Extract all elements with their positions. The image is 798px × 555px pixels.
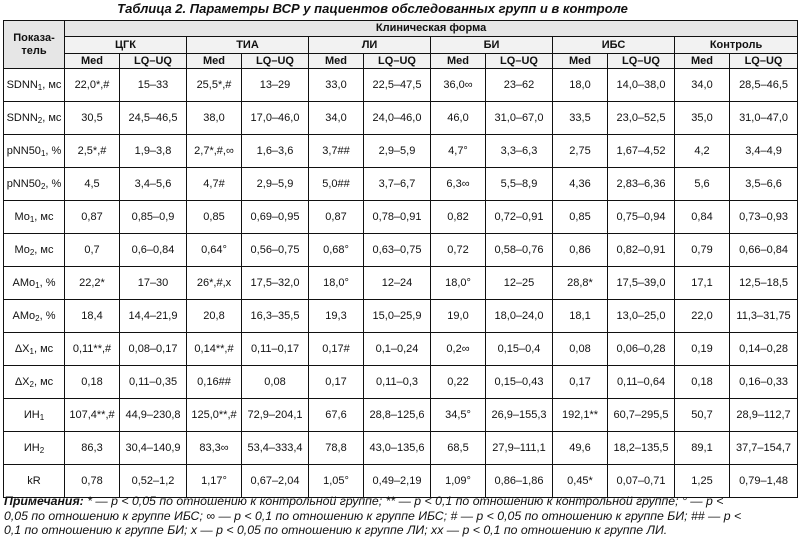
row-label-name: kR xyxy=(27,474,41,487)
med-cell: 0,7 xyxy=(65,234,120,267)
table-row xyxy=(4,102,798,135)
lq-uq-header: LQ–UQ xyxy=(730,54,798,69)
lq-uq-cell: 0,67–2,04 xyxy=(242,465,309,498)
med-cell: 4,2 xyxy=(675,135,730,168)
med-cell: 34,0 xyxy=(675,69,730,102)
med-cell: 25,5*,# xyxy=(187,69,242,102)
med-cell: 28,8* xyxy=(553,267,608,300)
row-label-name: ΔX xyxy=(14,375,30,388)
lq-uq-cell: 0,75–0,94 xyxy=(608,201,675,234)
lq-uq-cell: 0,15–0,4 xyxy=(486,333,553,366)
med-cell: 0,08 xyxy=(553,333,608,366)
med-cell: 18,0° xyxy=(309,267,364,300)
lq-uq-cell: 0,16–0,33 xyxy=(730,366,798,399)
group-header-bi: БИ xyxy=(431,37,553,54)
med-cell: 86,3 xyxy=(65,432,120,465)
med-cell: 0,86 xyxy=(553,234,608,267)
med-cell: 2,75 xyxy=(553,135,608,168)
lq-uq-cell: 0,58–0,76 xyxy=(486,234,553,267)
lq-uq-cell: 0,6–0,84 xyxy=(120,234,187,267)
med-cell: 0,87 xyxy=(65,201,120,234)
table-row xyxy=(4,300,798,333)
lq-uq-cell: 2,9–5,9 xyxy=(242,168,309,201)
table-footnote xyxy=(4,494,742,538)
med-header: Med xyxy=(187,54,242,69)
med-cell: 1,25 xyxy=(675,465,730,498)
row-label-unit: , мс xyxy=(33,342,54,355)
lq-uq-cell: 11,3–31,75 xyxy=(730,300,798,333)
med-cell: 68,5 xyxy=(431,432,486,465)
med-cell: 2,7*,#,∞ xyxy=(187,135,242,168)
med-cell: 19,3 xyxy=(309,300,364,333)
lq-uq-header: LQ–UQ xyxy=(120,54,187,69)
lq-uq-cell: 2,83–6,36 xyxy=(608,168,675,201)
med-cell: 0,18 xyxy=(65,366,120,399)
lq-uq-cell: 0,11–0,3 xyxy=(364,366,431,399)
lq-uq-cell: 0,79–1,48 xyxy=(730,465,798,498)
row-label-name: pNN50 xyxy=(6,177,41,190)
lq-uq-cell: 72,9–204,1 xyxy=(242,399,309,432)
lq-uq-cell: 44,9–230,8 xyxy=(120,399,187,432)
med-cell: 17,1 xyxy=(675,267,730,300)
row-label xyxy=(4,69,65,102)
med-cell: 0,45* xyxy=(553,465,608,498)
med-cell: 83,3∞ xyxy=(187,432,242,465)
med-cell: 22,0*,# xyxy=(65,69,120,102)
row-label-subscript: 2 xyxy=(39,445,45,455)
lq-uq-cell: 0,86–1,86 xyxy=(486,465,553,498)
med-cell: 33,0 xyxy=(309,69,364,102)
med-cell: 0,84 xyxy=(675,201,730,234)
med-cell: 4,7# xyxy=(187,168,242,201)
med-cell: 4,7° xyxy=(431,135,486,168)
lq-uq-cell: 0,11–0,17 xyxy=(242,333,309,366)
med-cell: 18,0 xyxy=(553,69,608,102)
lq-uq-cell: 30,4–140,9 xyxy=(120,432,187,465)
row-label-name: ИН xyxy=(23,408,40,421)
lq-uq-cell: 28,8–125,6 xyxy=(364,399,431,432)
med-cell: 0,78 xyxy=(65,465,120,498)
row-label-subscript: 1 xyxy=(37,82,43,92)
med-cell: 0,17 xyxy=(553,366,608,399)
row-label-unit: , мс xyxy=(34,243,54,256)
lq-uq-cell: 17,5–39,0 xyxy=(608,267,675,300)
lq-uq-cell: 12,5–18,5 xyxy=(730,267,798,300)
med-cell: 50,7 xyxy=(675,399,730,432)
med-header: Med xyxy=(65,54,120,69)
header-row-3 xyxy=(4,54,798,69)
table-row xyxy=(4,366,798,399)
med-header: Med xyxy=(431,54,486,69)
med-cell: 35,0 xyxy=(675,102,730,135)
med-cell: 5,0## xyxy=(309,168,364,201)
med-cell: 26*,#,x xyxy=(187,267,242,300)
lq-uq-cell: 1,67–4,52 xyxy=(608,135,675,168)
table-row xyxy=(4,201,798,234)
row-label xyxy=(4,135,65,168)
row-label-unit: , мс xyxy=(42,78,62,91)
med-cell: 19,0 xyxy=(431,300,486,333)
table-row xyxy=(4,399,798,432)
table-row xyxy=(4,333,798,366)
lq-uq-cell: 0,14–0,28 xyxy=(730,333,798,366)
row-label-unit: , % xyxy=(39,309,56,322)
lq-uq-cell: 17,5–32,0 xyxy=(242,267,309,300)
row-label xyxy=(4,465,65,498)
med-cell: 0,79 xyxy=(675,234,730,267)
med-cell: 0,17# xyxy=(309,333,364,366)
med-cell: 192,1** xyxy=(553,399,608,432)
lq-uq-cell: 1,6–3,6 xyxy=(242,135,309,168)
med-cell: 107,4**,# xyxy=(65,399,120,432)
row-label-name: AMo xyxy=(12,276,36,289)
med-cell: 0,2∞ xyxy=(431,333,486,366)
lq-uq-cell: 3,7–6,7 xyxy=(364,168,431,201)
footnote-text: * — p < 0,05 по отношению к контрольной группе; ** — p < 0,1 по отношению к контрольной группе; ° — p < 0,05 по отношению к группе ИБС; ∞ — p < 0,1 по отношению к группе ИБС; # — p < 0,05 по отношению к группе БИ; ## — p < 0,1 по отношению к группе БИ; x — p < 0,05 по отношению к группе ЛИ; xx — p < 0,1 по отношению к группе ЛИ. xyxy=(4,494,742,537)
row-label-name: SDNN xyxy=(6,78,38,91)
med-cell: 6,3∞ xyxy=(431,168,486,201)
med-cell: 0,82 xyxy=(431,201,486,234)
lq-uq-cell: 15–33 xyxy=(120,69,187,102)
med-cell: 0,72 xyxy=(431,234,486,267)
med-cell: 67,6 xyxy=(309,399,364,432)
row-label xyxy=(4,300,65,333)
lq-uq-cell: 2,9–5,9 xyxy=(364,135,431,168)
lq-uq-cell: 0,56–0,75 xyxy=(242,234,309,267)
lq-uq-cell: 0,1–0,24 xyxy=(364,333,431,366)
lq-uq-cell: 13–29 xyxy=(242,69,309,102)
group-header-li: ЛИ xyxy=(309,37,431,54)
row-label xyxy=(4,267,65,300)
table-row xyxy=(4,432,798,465)
lq-uq-cell: 22,5–47,5 xyxy=(364,69,431,102)
lq-uq-cell: 0,08 xyxy=(242,366,309,399)
row-label-subscript: 1 xyxy=(29,346,34,356)
lq-uq-header: LQ–UQ xyxy=(486,54,553,69)
med-cell: 46,0 xyxy=(431,102,486,135)
row-label-subscript: 1 xyxy=(29,214,35,224)
row-label xyxy=(4,366,65,399)
param-header: Показа-тель xyxy=(4,21,65,69)
lq-uq-cell: 0,66–0,84 xyxy=(730,234,798,267)
group-header-control: Контроль xyxy=(675,37,798,54)
row-label xyxy=(4,432,65,465)
lq-uq-cell: 14,4–21,9 xyxy=(120,300,187,333)
row-label xyxy=(4,333,65,366)
med-cell: 4,5 xyxy=(65,168,120,201)
med-cell: 33,5 xyxy=(553,102,608,135)
lq-uq-cell: 0,11–0,64 xyxy=(608,366,675,399)
lq-uq-cell: 18,2–135,5 xyxy=(608,432,675,465)
lq-uq-cell: 0,07–0,71 xyxy=(608,465,675,498)
row-label-name: AMo xyxy=(12,309,36,322)
med-cell: 0,68° xyxy=(309,234,364,267)
med-cell: 34,0 xyxy=(309,102,364,135)
lq-uq-cell: 24,5–46,5 xyxy=(120,102,187,135)
med-cell: 18,1 xyxy=(553,300,608,333)
med-cell: 0,87 xyxy=(309,201,364,234)
lq-uq-cell: 27,9–111,1 xyxy=(486,432,553,465)
lq-uq-cell: 5,5–8,9 xyxy=(486,168,553,201)
lq-uq-cell: 0,08–0,17 xyxy=(120,333,187,366)
lq-uq-cell: 0,11–0,35 xyxy=(120,366,187,399)
row-label xyxy=(4,399,65,432)
row-label-name: pNN50 xyxy=(6,144,41,157)
med-cell: 22,2* xyxy=(65,267,120,300)
row-label-subscript: 2 xyxy=(40,181,46,191)
lq-uq-cell: 53,4–333,4 xyxy=(242,432,309,465)
row-label-subscript: 2 xyxy=(35,313,40,323)
row-label-name: ИН xyxy=(23,441,40,454)
lq-uq-cell: 0,82–0,91 xyxy=(608,234,675,267)
med-cell: 38,0 xyxy=(187,102,242,135)
lq-uq-cell: 16,3–35,5 xyxy=(242,300,309,333)
row-label-name: SDNN xyxy=(6,111,38,124)
table-body xyxy=(4,21,798,498)
row-label-subscript: 1 xyxy=(40,148,46,158)
row-label-unit: , % xyxy=(45,177,62,190)
lq-uq-cell: 12–24 xyxy=(364,267,431,300)
med-cell: 0,14**,# xyxy=(187,333,242,366)
lq-uq-cell: 0,15–0,43 xyxy=(486,366,553,399)
lq-uq-header: LQ–UQ xyxy=(242,54,309,69)
row-label-unit: , мс xyxy=(42,111,62,124)
group-header-ibs: ИБС xyxy=(553,37,675,54)
med-cell: 4,36 xyxy=(553,168,608,201)
med-cell: 36,0∞ xyxy=(431,69,486,102)
med-cell: 1,05° xyxy=(309,465,364,498)
lq-uq-cell: 23,0–52,5 xyxy=(608,102,675,135)
table-title: Таблица 2. Параметры ВСР у пациентов обследованных групп и в контроле xyxy=(117,1,628,16)
med-cell: 0,64° xyxy=(187,234,242,267)
lq-uq-cell: 0,85–0,9 xyxy=(120,201,187,234)
table-row xyxy=(4,135,798,168)
lq-uq-cell: 3,5–6,6 xyxy=(730,168,798,201)
lq-uq-cell: 1,9–3,8 xyxy=(120,135,187,168)
row-label-subscript: 2 xyxy=(29,379,34,389)
lq-uq-cell: 31,0–67,0 xyxy=(486,102,553,135)
group-header-cgk: ЦГК xyxy=(65,37,187,54)
med-cell: 49,6 xyxy=(553,432,608,465)
lq-uq-cell: 0,73–0,93 xyxy=(730,201,798,234)
row-label-subscript: 1 xyxy=(35,280,40,290)
table-row xyxy=(4,465,798,498)
med-cell: 78,8 xyxy=(309,432,364,465)
lq-uq-header: LQ–UQ xyxy=(364,54,431,69)
med-cell: 0,11**,# xyxy=(65,333,120,366)
med-header: Med xyxy=(309,54,364,69)
med-cell: 0,85 xyxy=(553,201,608,234)
row-label-name: Mo xyxy=(14,243,30,256)
lq-uq-cell: 0,49–2,19 xyxy=(364,465,431,498)
med-cell: 0,85 xyxy=(187,201,242,234)
lq-uq-cell: 37,7–154,7 xyxy=(730,432,798,465)
lq-uq-cell: 28,5–46,5 xyxy=(730,69,798,102)
header-row-2 xyxy=(4,37,798,54)
table-row xyxy=(4,69,798,102)
row-label xyxy=(4,234,65,267)
lq-uq-cell: 0,72–0,91 xyxy=(486,201,553,234)
row-label-unit: , % xyxy=(39,276,56,289)
med-cell: 2,5*,# xyxy=(65,135,120,168)
med-cell: 1,17° xyxy=(187,465,242,498)
lq-uq-cell: 17–30 xyxy=(120,267,187,300)
group-header-tia: ТИА xyxy=(187,37,309,54)
row-label xyxy=(4,201,65,234)
row-label-unit: , мс xyxy=(34,210,54,223)
med-cell: 1,09° xyxy=(431,465,486,498)
hrv-parameters-table xyxy=(3,20,798,498)
lq-uq-header: LQ–UQ xyxy=(608,54,675,69)
med-cell: 0,22 xyxy=(431,366,486,399)
med-cell: 0,16## xyxy=(187,366,242,399)
lq-uq-cell: 12–25 xyxy=(486,267,553,300)
med-cell: 18,0° xyxy=(431,267,486,300)
lq-uq-cell: 0,06–0,28 xyxy=(608,333,675,366)
lq-uq-cell: 3,4–4,9 xyxy=(730,135,798,168)
lq-uq-cell: 60,7–295,5 xyxy=(608,399,675,432)
lq-uq-cell: 31,0–47,0 xyxy=(730,102,798,135)
lq-uq-cell: 18,0–24,0 xyxy=(486,300,553,333)
lq-uq-cell: 13,0–25,0 xyxy=(608,300,675,333)
med-cell: 18,4 xyxy=(65,300,120,333)
lq-uq-cell: 26,9–155,3 xyxy=(486,399,553,432)
med-cell: 125,0**,# xyxy=(187,399,242,432)
row-label xyxy=(4,102,65,135)
lq-uq-cell: 24,0–46,0 xyxy=(364,102,431,135)
header-row-1 xyxy=(4,21,798,37)
med-header: Med xyxy=(553,54,608,69)
table-row xyxy=(4,267,798,300)
row-label-name: Mo xyxy=(14,210,30,223)
table-row xyxy=(4,168,798,201)
med-cell: 30,5 xyxy=(65,102,120,135)
lq-uq-cell: 3,4–5,6 xyxy=(120,168,187,201)
med-cell: 0,19 xyxy=(675,333,730,366)
row-label-subscript: 2 xyxy=(29,247,35,257)
med-cell: 22,0 xyxy=(675,300,730,333)
lq-uq-cell: 15,0–25,9 xyxy=(364,300,431,333)
lq-uq-cell: 0,69–0,95 xyxy=(242,201,309,234)
med-cell: 0,17 xyxy=(309,366,364,399)
table-row xyxy=(4,234,798,267)
med-cell: 20,8 xyxy=(187,300,242,333)
lq-uq-cell: 0,63–0,75 xyxy=(364,234,431,267)
med-cell: 0,18 xyxy=(675,366,730,399)
lq-uq-cell: 0,52–1,2 xyxy=(120,465,187,498)
row-label-unit: , % xyxy=(45,144,62,157)
med-cell: 34,5° xyxy=(431,399,486,432)
lq-uq-cell: 0,78–0,91 xyxy=(364,201,431,234)
lq-uq-cell: 17,0–46,0 xyxy=(242,102,309,135)
row-label-unit: , мс xyxy=(33,375,54,388)
row-label-name: ΔX xyxy=(14,342,30,355)
lq-uq-cell: 3,3–6,3 xyxy=(486,135,553,168)
row-label xyxy=(4,168,65,201)
med-cell: 89,1 xyxy=(675,432,730,465)
footnote-label: Примечания: xyxy=(4,494,84,508)
lq-uq-cell: 28,9–112,7 xyxy=(730,399,798,432)
lq-uq-cell: 14,0–38,0 xyxy=(608,69,675,102)
clinical-form-header: Клиническая форма xyxy=(65,21,798,37)
lq-uq-cell: 43,0–135,6 xyxy=(364,432,431,465)
row-label-subscript: 1 xyxy=(39,412,45,422)
row-label-subscript: 2 xyxy=(37,115,43,125)
med-cell: 3,7## xyxy=(309,135,364,168)
lq-uq-cell: 23–62 xyxy=(486,69,553,102)
med-header: Med xyxy=(675,54,730,69)
med-cell: 5,6 xyxy=(675,168,730,201)
